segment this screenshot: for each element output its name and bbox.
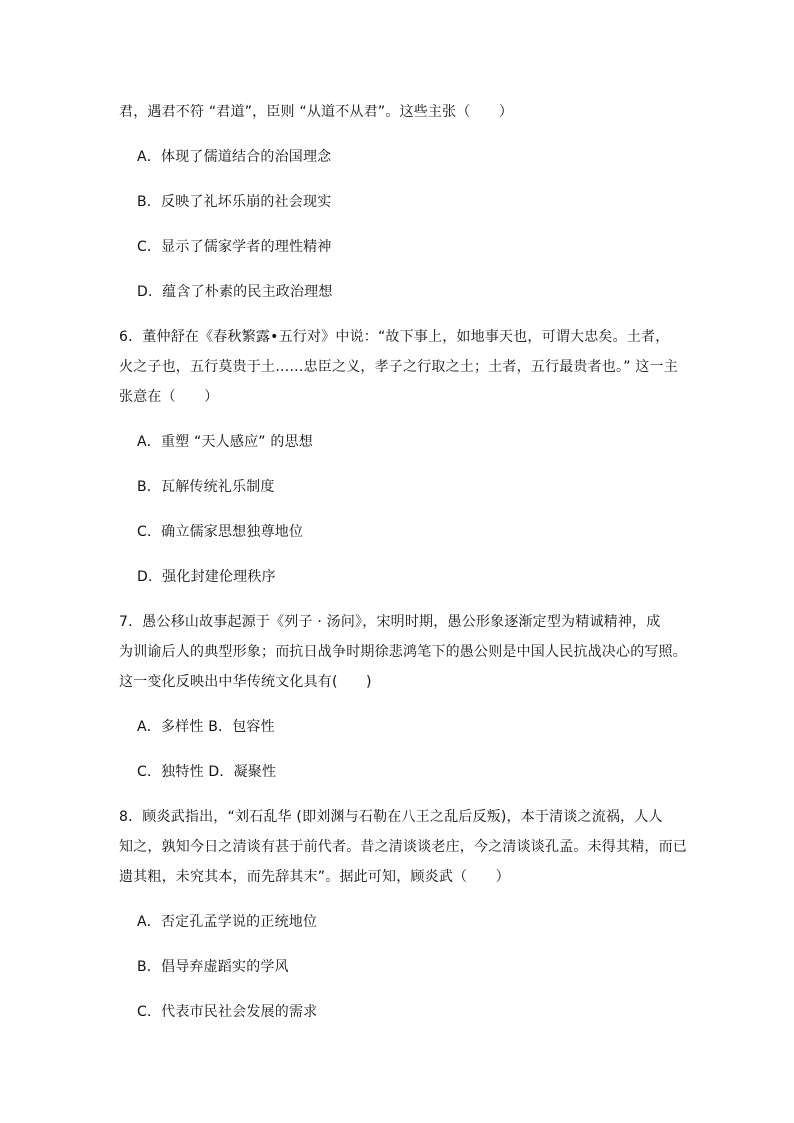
q8-stem-line-3: 遗其粗，未究其本，而先辞其末”。据此可知，顾炎武（ ）	[119, 869, 510, 885]
q7-stem-line-2: 为训谕后人的典型形象；而抗日战争时期徐悲鸿笔下的愚公则是中国人民抗战决心的写照。	[119, 644, 687, 660]
q5-stem-tail: 君，遇君不符 “君道”，臣则 “从道不从君”。这些主张（ ）	[119, 104, 514, 120]
q7-stem-line-1: 7．愚公移山故事起源于《列子 · 汤问》，宋明时期，愚公形象逐渐定型为精诚精神，成	[119, 614, 661, 630]
q8-option-a: A．否定孔孟学说的正统地位	[137, 914, 318, 930]
q7-stem-line-3: 这一变化反映出中华传统文化具有( )	[119, 674, 372, 690]
q6-option-a: A．重塑 “天人感应” 的思想	[137, 434, 313, 450]
q6-option-d: D．强化封建伦理秩序	[137, 569, 276, 585]
q6-stem-line-1: 6．董仲舒在《春秋繁露•五行对》中说：“故下事上，如地事天也，可谓大忠矣。土者，	[119, 329, 670, 345]
q7-option-cd: C．独特性 D．凝聚性	[137, 764, 277, 780]
q6-stem-line-2: 火之子也，五行莫贵于土……忠臣之义，孝子之行取之土；土者，五行最贵者也。” 这一主	[119, 359, 678, 375]
q8-option-c: C．代表市民社会发展的需求	[137, 1004, 318, 1020]
q5-option-d: D．蕴含了朴素的民主政治理想	[137, 284, 333, 300]
q5-option-c: C．显示了儒家学者的理性精神	[137, 239, 332, 255]
q7-option-ab: A．多样性 B．包容性	[137, 719, 275, 735]
q8-stem-line-1: 8．顾炎武指出，“刘石乱华 (即刘渊与石勒在八王之乱后反叛)，本于清谈之流祸，人人	[119, 809, 663, 825]
q5-option-a: A．体现了儒道结合的治国理念	[137, 149, 332, 165]
q5-option-b: B．反映了礼坏乐崩的社会现实	[137, 194, 332, 210]
q6-stem-line-3: 张意在（ ）	[119, 389, 219, 405]
q6-option-c: C．确立儒家思想独尊地位	[137, 524, 304, 540]
q8-option-b: B．倡导弃虚蹈实的学风	[137, 959, 289, 975]
q8-stem-line-2: 知之，孰知今日之清谈有甚于前代者。昔之清谈谈老庄，今之清谈谈孔孟。未得其精，而已	[119, 839, 687, 855]
q6-option-b: B．瓦解传统礼乐制度	[137, 479, 275, 495]
